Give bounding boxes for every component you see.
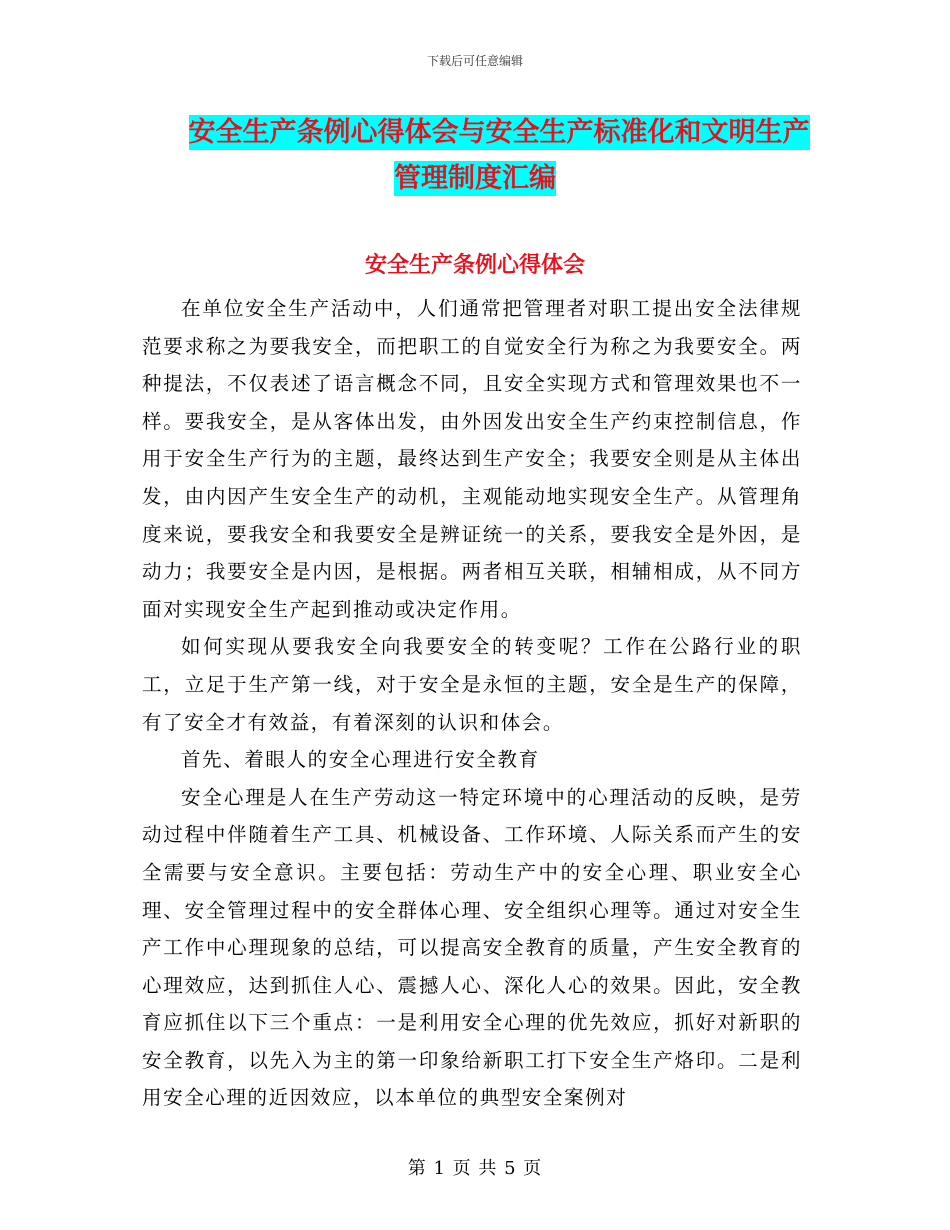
- document-title-line-1: [0, 110, 950, 149]
- page-footer: 第 1 页 共 5 页: [407, 1158, 543, 1179]
- paragraph: 在单位安全生产活动中，人们通常把管理者对职工提出安全法律规范要求称之为要我安全，而把职工的自觉安全行为称之为我要安全。两种提法，不仅表述了语言概念不同，且安全实现方式和管理效果也不一样。要我安全，是从客体出发，由外因发出安全生产约束控制信息，作用于安全生产行为的主题，最终达到生产安全；我要安全则是从主体出发，由内因产生安全生产的动机，主观能动地实现安全生产。从管理角度来说，要我安全和我要安全是辨证统一的关系，要我安全是外因，是动力；我要安全是内因，是根据。两者相互关联，相辅相成，从不同方面对实现安全生产起到推动或决定作用。: [142, 297, 802, 621]
- document-title-text-1: 安全生产条例心得体会与安全生产标准化和文明生产: [188, 117, 810, 148]
- section-title: 安全生产条例心得体会: [364, 252, 585, 278]
- paragraph: 安全心理是人在生产劳动这一特定环境中的心理活动的反映，是劳动过程中伴随着生产工具、机械设备、工作环境、人际关系而产生的安全需要与安全意识。主要包括：劳动生产中的安全心理、职业安全心理、安全管理过程中的安全群体心理、安全组织心理等。通过对安全生产工作中心理现象的总结，可以提高安全教育的质量，产生安全教育的心理效应，达到抓住人心、震撼人心、深化人心的效果。因此，安全教育应抓住以下三个重点：一是利用安全心理的优先效应，抓好对新职的安全教育，以先入为主的第一印象给新职工打下安全生产烙印。二是利用安全心理的近因效应，以本单位的典型安全案例对: [142, 785, 802, 1110]
- body-text: [142, 290, 802, 1117]
- paragraph: 如何实现从要我安全向我要安全的转变呢？工作在公路行业的职工，立足于生产第一线，对于安全是永恒的主题，安全是生产的保障，有了安全才有效益，有着深刻的认识和体会。: [142, 635, 802, 734]
- document-title-text-2: 管理制度汇编: [394, 163, 556, 194]
- paragraph: 首先、着眼人的安全心理进行安全教育: [181, 748, 540, 772]
- document-title-line-2: [0, 156, 950, 195]
- header-note: 下载后可任意编辑: [426, 54, 523, 68]
